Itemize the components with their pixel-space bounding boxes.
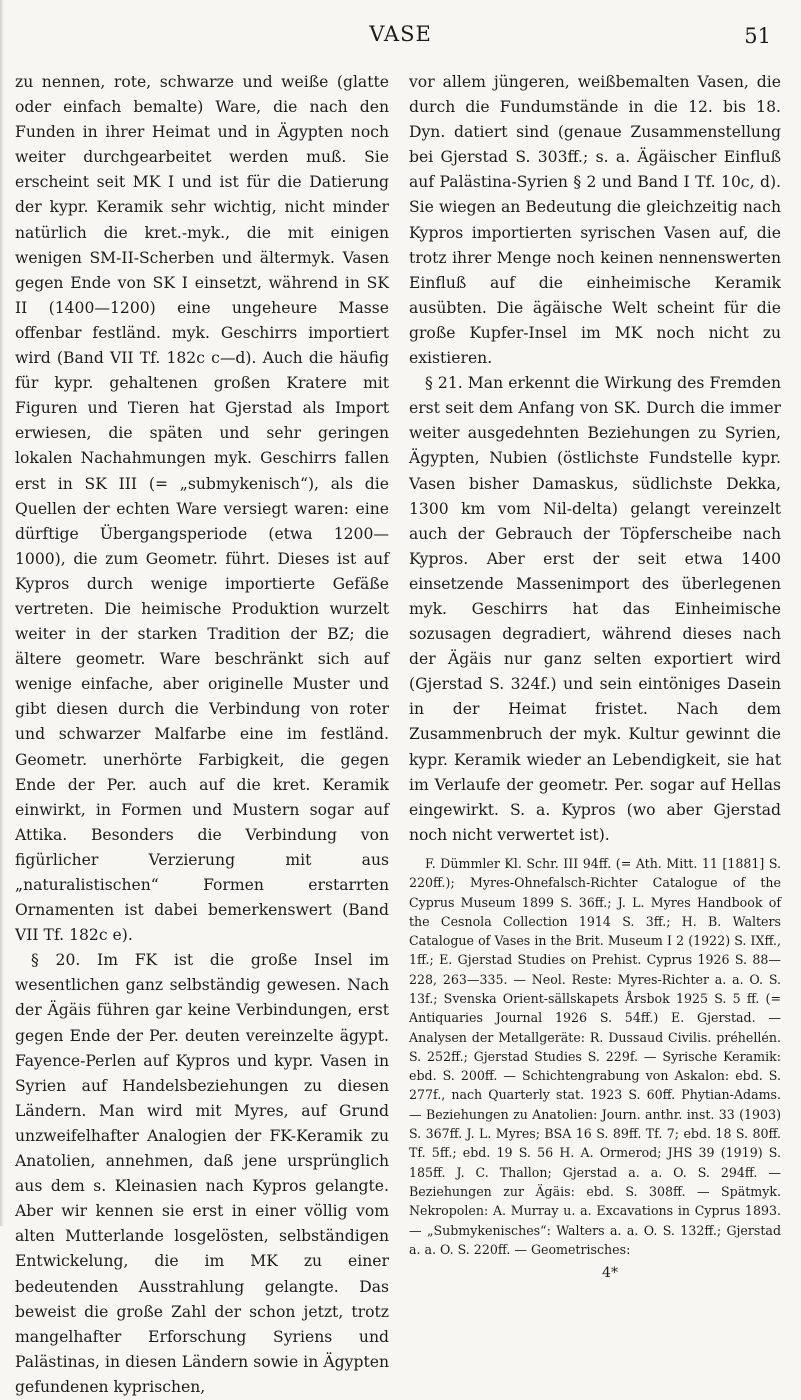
left-column xyxy=(15,70,389,1396)
binding-shadow xyxy=(0,0,4,1226)
paragraph-section-21: § 21. Man erkennt die Wirkung des Fremden erst seit dem Anfang von SK. Durch die immer weiter ausgedehnten Beziehungen zu Syrien, Ägypten, Nubien (östlichste Fundstelle kypr. Vasen bisher Damaskus, südlichste Dekka, 1300 km vom Nil-delta) gelangt vereinzelt auch der Gebrauch der Töpferscheibe nach Kypros. Aber erst der seit etwa 1400 einsetzende Massenimport des überlegenen myk. Geschirrs hat das Einheimische sozusagen degradiert, während dieses nach der Ägäis nur ganz selten exportiert wird (Gjerstad S. 324f.) und sein eintöniges Dasein in der Heimat fristet. Nach dem Zusammenbruch der myk. Kultur gewinnt die kypr. Keramik wieder an Lebendigkeit, sie hat im Verlaufe der geometr. Per. sogar auf Hellas eingewirkt. S. a. Kypros (wo aber Gjerstad noch nicht verwertet ist). xyxy=(409,374,781,844)
running-head: VASE xyxy=(369,22,432,46)
paragraph-continued: zu nennen, rote, schwarze und weiße (glatte oder einfach bemalte) Ware, die nach den Funden in ihrer Heimat und in Ägypten noch weiter durchgearbeitet werden muß. Sie erscheint seit MK I und ist für die Datierung der kypr. Keramik sehr wichtig, nicht minder natürlich die kret.-myk., die mit einigen wenigen SM-II-Scherben und ältermyk. Vasen gegen Ende von SK I einsetzt, während in SK II (1400—1200) eine ungeheure Masse offenbar festländ. myk. Geschirrs importiert wird (Band VII Tf. 182c c—d). Auch die häufig für kypr. gehaltenen großen Kratere mit Figuren und Tieren hat Gjerstad als Import erwiesen, die späten und sehr geringen lokalen Nachahmungen myk. Geschirrs fallen erst in SK III (= „submykenisch“), als die Quellen der echten Ware versiegt waren: eine dürftige Übergangsperiode (etwa 1200—1000), die zum Geometr. führt. Dieses ist auf Kypros durch wenige importierte Gefäße vertreten. Die heimische Produktion wurzelt weiter in der starken Tradition der BZ; die ältere geometr. Ware beschränkt sich auf wenige einfache, aber originelle Muster und gibt diesen durch die Verbindung von roter und schwarzer Malfarbe eine im festländ. Geometr. unerhörte Farbigkeit, die gegen Ende der Per. auch auf die kret. Keramik einwirkt, in Formen und Mustern sogar auf Attika. Besonders die Verbindung von figürlicher Verzierung mit aus „naturalistischen“ Formen erstarrten Ornamenten ist dabei bemerkenswert (Band VII Tf. 182c e). xyxy=(15,73,389,945)
page-signature: 4* xyxy=(602,1265,618,1282)
paragraph-section-20: § 20. Im FK ist die große Insel im wesentlichen ganz selbständig gewesen. Nach der Ägäis führen gar keine Verbindungen, erst gegen Ende der Per. deuten vereinzelte ägypt. Fayence-Perlen auf Kypros und kypr. Vasen in Syrien auf Handelsbeziehungen zu diesen Ländern. Man wird mit Myres, auf Grund unzweifelhafter Analogien der FK-Keramik zu Anatolien, annehmen, daß jene ursprünglich aus dem s. Kleinasien nach Kypros gelangte. Aber wir kennen sie erst in einer völlig vom alten Mutterlande losgelösten, selbständigen Entwickelung, die im MK zu einer bedeutenden Ausstrahlung gelangte. Das beweist die große Zahl der schon jetzt, trotz mangelhafter Erforschung Syriens und Palästinas, in diesen Ländern sowie in Ägypten gefundenen kyprischen, xyxy=(15,951,389,1396)
paragraph-continued-right: vor allem jüngeren, weißbemalten Vasen, die durch die Fundumstände in die 12. bis 18. Dyn. datiert sind (genaue Zusammenstellung bei Gjerstad S. 303ff.; s. a. Ägäischer Einfluß auf Palästina-Syrien § 2 und Band I Tf. 10c, d). Sie wiegen an Bedeutung die gleichzeitig nach Kypros importierten syrischen Vasen auf, die trotz ihrer Menge noch keinen nennenswerten Einfluß auf die einheimische Keramik ausübten. Die ägäische Welt scheint für die große Kupfer-Insel im MK noch nicht zu existieren. xyxy=(409,73,781,368)
page-number: 51 xyxy=(744,24,771,48)
bibliography-footnote: F. Dümmler Kl. Schr. III 94ff. (= Ath. Mitt. 11 [1881] S. 220ff.); Myres-Ohnefalsch-Richter Catalogue of the Cyprus Museum 1899 S. 36ff.; J. L. Myres Handbook of the Cesnola Collection 1914 S. 3ff.; H. B. Walters Catalogue of Vases in the Brit. Museum I 2 (1922) S. IXff., 1ff.; E. Gjerstad Studies on Prehist. Cyprus 1926 S. 88—228, 263—335. — Neol. Reste: Myres-Richter a. a. O. S. 13f.; Svenska Orient-sällskapets Årsbok 1925 S. 5 ff. (= Antiquaries Journal 1926 S. 54ff.) E. Gjerstad. — Analysen der Metallgeräte: R. Dussaud Civilis. préhellén. S. 252ff.; Gjerstad Studies S. 229f. — Syrische Keramik: ebd. S. 200ff. — Schichtengrabung von Askalon: ebd. S. 277f., nach Quarterly stat. 1923 S. 60ff. Phytian-Adams. — Beziehungen zu Anatolien: Journ. anthr. inst. 33 (1903) S. 367ff. J. L. Myres; BSA 16 S. 89ff. Tf. 7; ebd. 18 S. 80ff. Tf. 5ff.; ebd. 19 S. 56 H. A. Ormerod; JHS 39 (1919) S. 185ff. J. C. Thallon; Gjerstad a. a. O. S. 294ff. — Beziehungen zur Ägäis: ebd. S. 308ff. — Spätmyk. Nekropolen: A. Murray u. a. Excavations in Cyprus 1893. — „Submykenisches“: Walters a. a. O. S. 132ff.; Gjerstad a. a. O. S. 220ff. — Geometrisches: xyxy=(409,855,781,1257)
right-column xyxy=(409,70,781,1282)
page-header xyxy=(0,22,801,62)
